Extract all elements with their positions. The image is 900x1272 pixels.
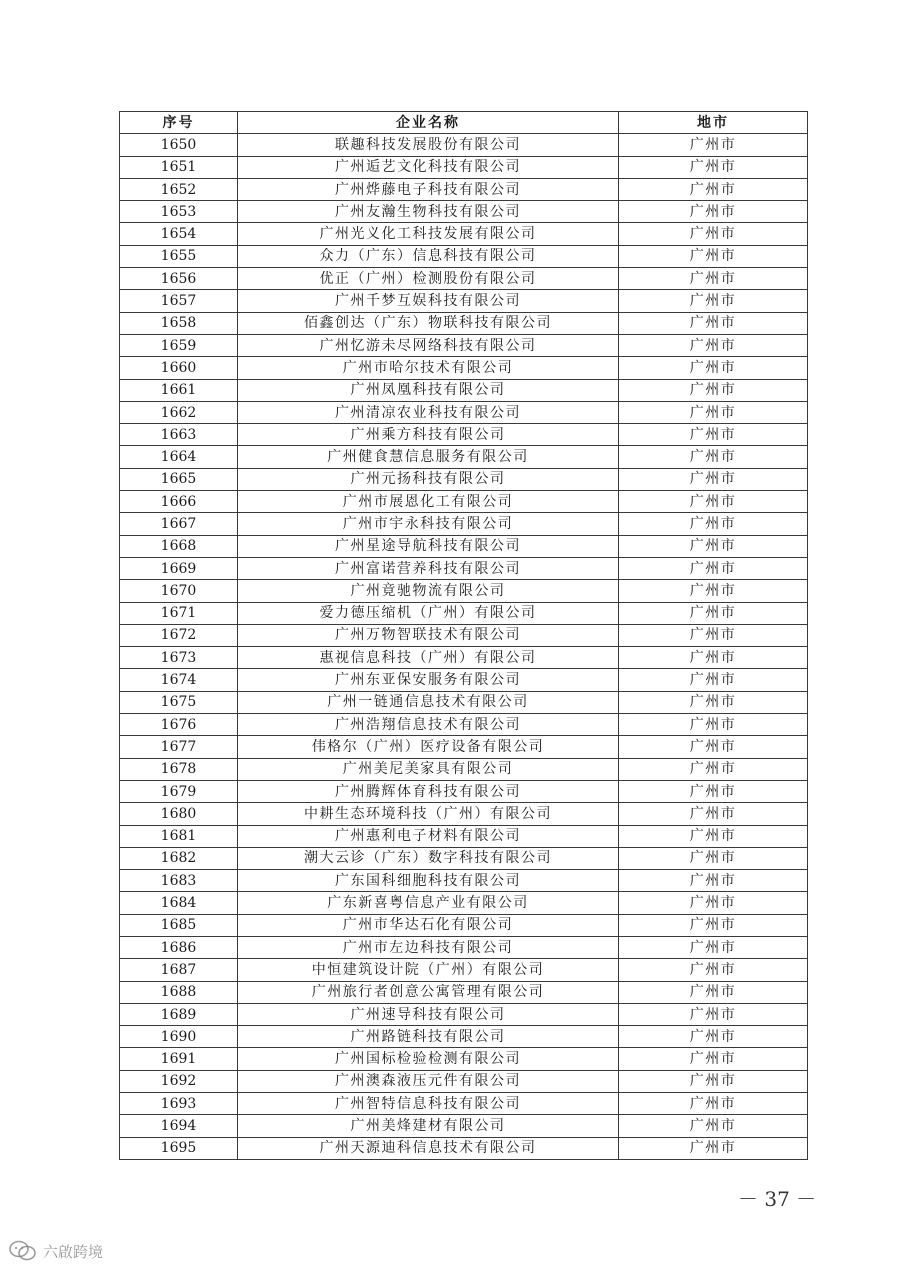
cell-city: 广州市 <box>619 134 808 156</box>
cell-city: 广州市 <box>619 1070 808 1092</box>
cell-enterprise-name: 广州美烽建材有限公司 <box>238 1115 619 1137</box>
table-row <box>120 602 808 624</box>
cell-serial-number: 1653 <box>120 201 238 223</box>
cell-serial-number: 1666 <box>120 491 238 513</box>
cell-serial-number: 1678 <box>120 758 238 780</box>
cell-enterprise-name: 爱力德压缩机（广州）有限公司 <box>238 602 619 624</box>
header-enterprise-name: 企业名称 <box>238 112 619 134</box>
table-row <box>120 736 808 758</box>
table-row <box>120 1026 808 1048</box>
cell-city: 广州市 <box>619 245 808 267</box>
cell-serial-number: 1652 <box>120 178 238 200</box>
table-row <box>120 334 808 356</box>
cell-enterprise-name: 广州市华达石化有限公司 <box>238 914 619 936</box>
table-row <box>120 758 808 780</box>
header-city: 地市 <box>619 112 808 134</box>
cell-enterprise-name: 中耕生态环境科技（广州）有限公司 <box>238 803 619 825</box>
cell-city: 广州市 <box>619 959 808 981</box>
cell-city: 广州市 <box>619 468 808 490</box>
cell-serial-number: 1689 <box>120 1003 238 1025</box>
table-row <box>120 870 808 892</box>
table-row <box>120 847 808 869</box>
cell-enterprise-name: 广州路链科技有限公司 <box>238 1026 619 1048</box>
cell-serial-number: 1672 <box>120 624 238 646</box>
cell-serial-number: 1658 <box>120 312 238 334</box>
cell-serial-number: 1659 <box>120 334 238 356</box>
table-row <box>120 290 808 312</box>
cell-serial-number: 1683 <box>120 870 238 892</box>
cell-city: 广州市 <box>619 513 808 535</box>
table-row <box>120 513 808 535</box>
cell-serial-number: 1693 <box>120 1093 238 1115</box>
cell-enterprise-name: 广州腾辉体育科技有限公司 <box>238 780 619 802</box>
table-row <box>120 803 808 825</box>
table-row <box>120 714 808 736</box>
cell-city: 广州市 <box>619 691 808 713</box>
cell-enterprise-name: 广州富诺营养科技有限公司 <box>238 557 619 579</box>
cell-city: 广州市 <box>619 981 808 1003</box>
cell-serial-number: 1674 <box>120 669 238 691</box>
cell-serial-number: 1690 <box>120 1026 238 1048</box>
cell-enterprise-name: 广州忆游未尽网络科技有限公司 <box>238 334 619 356</box>
cell-enterprise-name: 广州市左边科技有限公司 <box>238 936 619 958</box>
cell-enterprise-name: 广东国科细胞科技有限公司 <box>238 870 619 892</box>
cell-city: 广州市 <box>619 1093 808 1115</box>
cell-enterprise-name: 广州惠利电子材料有限公司 <box>238 825 619 847</box>
cell-enterprise-name: 广州速导科技有限公司 <box>238 1003 619 1025</box>
cell-serial-number: 1673 <box>120 647 238 669</box>
cell-enterprise-name: 惠视信息科技（广州）有限公司 <box>238 647 619 669</box>
wechat-logo-icon <box>8 1240 38 1262</box>
cell-enterprise-name: 潮大云诊（广东）数字科技有限公司 <box>238 847 619 869</box>
cell-enterprise-name: 众力（广东）信息科技有限公司 <box>238 245 619 267</box>
table-row <box>120 624 808 646</box>
cell-enterprise-name: 广州一链通信息技术有限公司 <box>238 691 619 713</box>
cell-enterprise-name: 广州健食慧信息服务有限公司 <box>238 446 619 468</box>
cell-enterprise-name: 广州美尼美家具有限公司 <box>238 758 619 780</box>
cell-enterprise-name: 广州清凉农业科技有限公司 <box>238 401 619 423</box>
table-row <box>120 1003 808 1025</box>
cell-serial-number: 1684 <box>120 892 238 914</box>
cell-serial-number: 1694 <box>120 1115 238 1137</box>
table-header-row <box>120 112 808 134</box>
table-row <box>120 1048 808 1070</box>
cell-city: 广州市 <box>619 1137 808 1159</box>
cell-enterprise-name: 广州烨藤电子科技有限公司 <box>238 178 619 200</box>
header-serial-number: 序号 <box>120 112 238 134</box>
cell-city: 广州市 <box>619 758 808 780</box>
table-row <box>120 1070 808 1092</box>
cell-serial-number: 1671 <box>120 602 238 624</box>
cell-serial-number: 1655 <box>120 245 238 267</box>
cell-city: 广州市 <box>619 714 808 736</box>
cell-serial-number: 1668 <box>120 535 238 557</box>
table-row <box>120 379 808 401</box>
table-row <box>120 134 808 156</box>
table-row <box>120 245 808 267</box>
table-row <box>120 691 808 713</box>
cell-serial-number: 1679 <box>120 780 238 802</box>
table-row <box>120 580 808 602</box>
cell-city: 广州市 <box>619 870 808 892</box>
cell-serial-number: 1695 <box>120 1137 238 1159</box>
table-row <box>120 1137 808 1159</box>
cell-enterprise-name: 佰鑫创达（广东）物联科技有限公司 <box>238 312 619 334</box>
table-row <box>120 535 808 557</box>
table-row <box>120 312 808 334</box>
cell-enterprise-name: 广州浩翔信息技术有限公司 <box>238 714 619 736</box>
table-row <box>120 647 808 669</box>
cell-serial-number: 1663 <box>120 424 238 446</box>
cell-enterprise-name: 广州逅艺文化科技有限公司 <box>238 156 619 178</box>
cell-enterprise-name: 广东新喜粤信息产业有限公司 <box>238 892 619 914</box>
cell-serial-number: 1680 <box>120 803 238 825</box>
cell-serial-number: 1687 <box>120 959 238 981</box>
cell-city: 广州市 <box>619 446 808 468</box>
cell-serial-number: 1657 <box>120 290 238 312</box>
enterprise-table <box>119 111 808 1160</box>
cell-enterprise-name: 广州国标检验检测有限公司 <box>238 1048 619 1070</box>
cell-serial-number: 1677 <box>120 736 238 758</box>
cell-serial-number: 1661 <box>120 379 238 401</box>
table-row <box>120 357 808 379</box>
cell-serial-number: 1656 <box>120 268 238 290</box>
cell-city: 广州市 <box>619 914 808 936</box>
cell-city: 广州市 <box>619 178 808 200</box>
cell-serial-number: 1650 <box>120 134 238 156</box>
cell-city: 广州市 <box>619 936 808 958</box>
cell-city: 广州市 <box>619 1115 808 1137</box>
cell-city: 广州市 <box>619 803 808 825</box>
table-row <box>120 178 808 200</box>
table-row <box>120 491 808 513</box>
cell-city: 广州市 <box>619 602 808 624</box>
table-row <box>120 981 808 1003</box>
page-number: － 37 － <box>738 1187 817 1211</box>
cell-city: 广州市 <box>619 825 808 847</box>
cell-city: 广州市 <box>619 1026 808 1048</box>
cell-serial-number: 1688 <box>120 981 238 1003</box>
cell-enterprise-name: 广州旅行者创意公寓管理有限公司 <box>238 981 619 1003</box>
table-row <box>120 1115 808 1137</box>
cell-enterprise-name: 广州东亚保安服务有限公司 <box>238 669 619 691</box>
cell-enterprise-name: 广州天源迪科信息技术有限公司 <box>238 1137 619 1159</box>
cell-enterprise-name: 优正（广州）检测股份有限公司 <box>238 268 619 290</box>
cell-serial-number: 1662 <box>120 401 238 423</box>
cell-city: 广州市 <box>619 379 808 401</box>
cell-city: 广州市 <box>619 1003 808 1025</box>
cell-serial-number: 1665 <box>120 468 238 490</box>
table-row <box>120 446 808 468</box>
cell-city: 广州市 <box>619 156 808 178</box>
cell-city: 广州市 <box>619 780 808 802</box>
cell-city: 广州市 <box>619 223 808 245</box>
cell-enterprise-name: 广州万物智联技术有限公司 <box>238 624 619 646</box>
table-row <box>120 780 808 802</box>
cell-enterprise-name: 广州光义化工科技发展有限公司 <box>238 223 619 245</box>
cell-enterprise-name: 广州元扬科技有限公司 <box>238 468 619 490</box>
cell-enterprise-name: 广州市哈尔技术有限公司 <box>238 357 619 379</box>
cell-serial-number: 1686 <box>120 936 238 958</box>
cell-enterprise-name: 联趣科技发展股份有限公司 <box>238 134 619 156</box>
table-row <box>120 936 808 958</box>
cell-city: 广州市 <box>619 424 808 446</box>
cell-city: 广州市 <box>619 491 808 513</box>
table-row <box>120 468 808 490</box>
cell-city: 广州市 <box>619 892 808 914</box>
cell-enterprise-name: 广州星途导航科技有限公司 <box>238 535 619 557</box>
cell-enterprise-name: 广州澳森液压元件有限公司 <box>238 1070 619 1092</box>
cell-city: 广州市 <box>619 580 808 602</box>
cell-enterprise-name: 广州千梦互娱科技有限公司 <box>238 290 619 312</box>
cell-city: 广州市 <box>619 312 808 334</box>
cell-city: 广州市 <box>619 357 808 379</box>
table-row <box>120 1093 808 1115</box>
cell-city: 广州市 <box>619 401 808 423</box>
cell-serial-number: 1676 <box>120 714 238 736</box>
table-row <box>120 268 808 290</box>
cell-enterprise-name: 广州市展恩化工有限公司 <box>238 491 619 513</box>
cell-enterprise-name: 中恒建筑设计院（广州）有限公司 <box>238 959 619 981</box>
table-row <box>120 156 808 178</box>
cell-city: 广州市 <box>619 334 808 356</box>
cell-serial-number: 1682 <box>120 847 238 869</box>
cell-enterprise-name: 广州智特信息科技有限公司 <box>238 1093 619 1115</box>
cell-serial-number: 1669 <box>120 557 238 579</box>
table-body <box>120 134 808 1160</box>
table-row <box>120 401 808 423</box>
cell-city: 广州市 <box>619 736 808 758</box>
table-row <box>120 424 808 446</box>
cell-serial-number: 1651 <box>120 156 238 178</box>
cell-enterprise-name: 广州市宇永科技有限公司 <box>238 513 619 535</box>
cell-city: 广州市 <box>619 201 808 223</box>
cell-serial-number: 1675 <box>120 691 238 713</box>
cell-enterprise-name: 广州乘方科技有限公司 <box>238 424 619 446</box>
cell-city: 广州市 <box>619 557 808 579</box>
cell-city: 广州市 <box>619 647 808 669</box>
table-row <box>120 557 808 579</box>
cell-serial-number: 1685 <box>120 914 238 936</box>
cell-city: 广州市 <box>619 624 808 646</box>
cell-enterprise-name: 广州凤凰科技有限公司 <box>238 379 619 401</box>
table-row <box>120 914 808 936</box>
cell-city: 广州市 <box>619 847 808 869</box>
cell-serial-number: 1692 <box>120 1070 238 1092</box>
cell-city: 广州市 <box>619 290 808 312</box>
cell-enterprise-name: 广州竟驰物流有限公司 <box>238 580 619 602</box>
cell-serial-number: 1654 <box>120 223 238 245</box>
watermark-text: 六啟跨境 <box>43 1242 104 1261</box>
cell-enterprise-name: 广州友瀚生物科技有限公司 <box>238 201 619 223</box>
cell-serial-number: 1667 <box>120 513 238 535</box>
cell-serial-number: 1670 <box>120 580 238 602</box>
table-row <box>120 959 808 981</box>
table-row <box>120 892 808 914</box>
cell-serial-number: 1681 <box>120 825 238 847</box>
table-row <box>120 201 808 223</box>
watermark <box>8 1240 103 1262</box>
cell-serial-number: 1660 <box>120 357 238 379</box>
cell-city: 广州市 <box>619 268 808 290</box>
cell-enterprise-name: 伟格尔（广州）医疗设备有限公司 <box>238 736 619 758</box>
cell-serial-number: 1691 <box>120 1048 238 1070</box>
cell-city: 广州市 <box>619 1048 808 1070</box>
cell-city: 广州市 <box>619 535 808 557</box>
cell-serial-number: 1664 <box>120 446 238 468</box>
table-row <box>120 825 808 847</box>
cell-city: 广州市 <box>619 669 808 691</box>
table-row <box>120 669 808 691</box>
table-row <box>120 223 808 245</box>
